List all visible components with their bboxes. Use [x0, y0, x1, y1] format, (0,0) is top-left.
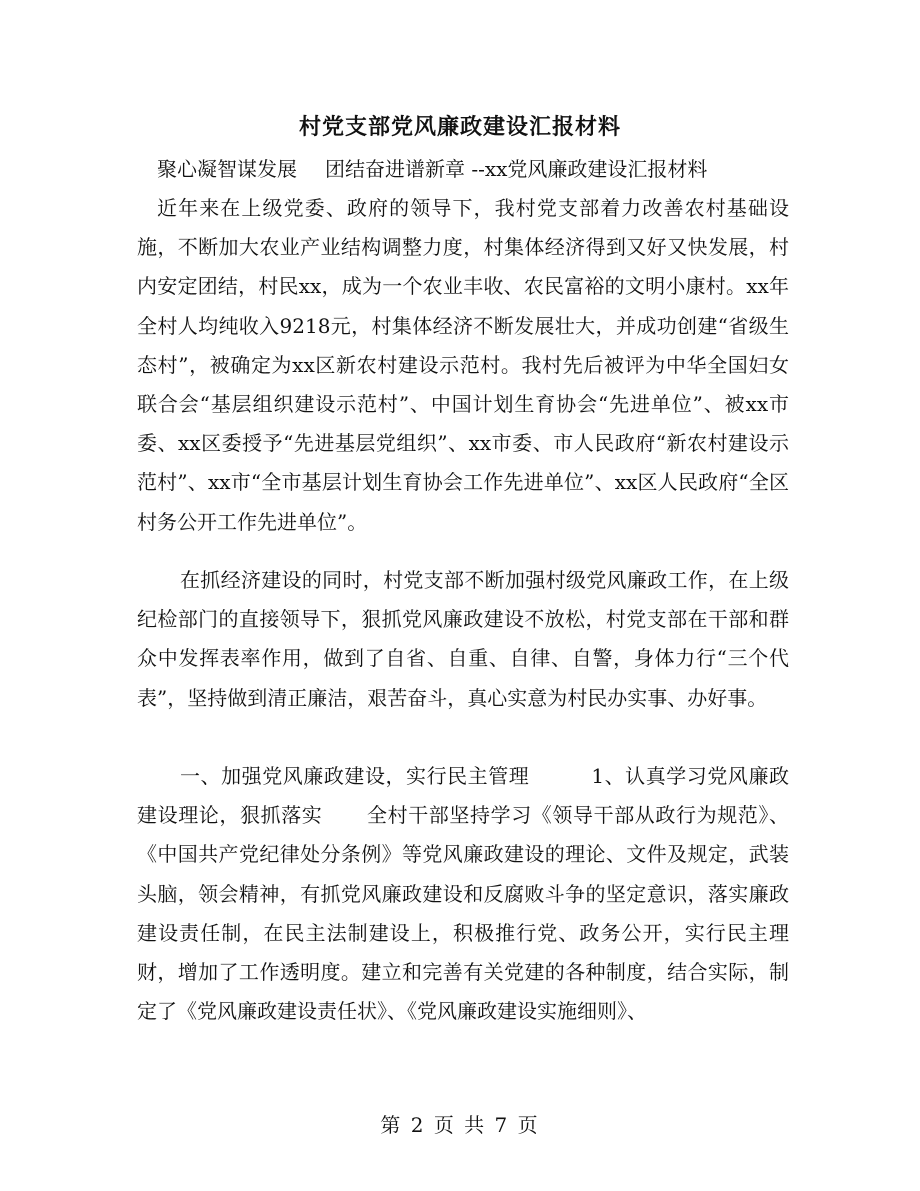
document-title: 村党支部党风廉政建设汇报材料	[298, 114, 621, 140]
paragraph-intro: 近年来在上级党委、政府的领导下，我村党支部着力改善农村基础设施，不断加大农业产业结构调整力度，村集体经济得到又好又快发展，村内安定团结，村民xx，成为一个农业丰收、农民富裕的文明小康村。xx年全村人均纯收入9218元，村集体经济不断发展壮大，并成功创建“省级生态村”，被确定为xx区新农村建设示范村。我村先后被评为中华全国妇女联合会“基层组织建设示范村”、中国计划生育协会“先进单位”、被xx市委、xx区委授予“先进基层党组织”、xx市委、市人民政府“新农村建设示范村”、xx市“全市基层计划生育协会工作先进单位”、xx区人民政府“全区村务公开工作先进单位”。	[137, 196, 789, 534]
subtitle-part-2: 团结奋进谱新章 --xx党风廉政建设汇报材料	[325, 157, 708, 181]
paragraph-section-1	[137, 757, 789, 1031]
paragraph-economic: 在抓经济建设的同时，村党支部不断加强村级党风廉政工作，在上级纪检部门的直接领导下，狠抓党风廉政建设不放松，村党支部在干部和群众中发挥表率作用，做到了自省、自重、自律、自警，身体力行“三个代表”，坚持做到清正廉洁，艰苦奋斗，真心实意为村民办实事、办好事。	[137, 568, 789, 710]
paragraph-3-body: 全村干部坚持学习《领导干部从政行为规范》、《中国共产党纪律处分条例》等党风廉政建设的理论、文件及规定，武装头脑，领会精神，有抓党风廉政建设和反腐败斗争的坚定意识，落实廉政建设责任制，在民主法制建设上，积极推行党、政务公开，实行民主理财，增加了工作透明度。建立和完善有关党建的各种制度，结合实际，制定了《党风廉政建设责任状》、《党风廉政建设实施细则》、	[137, 803, 790, 1024]
subtitle-part-1: 聚心凝智谋发展	[157, 157, 297, 181]
document-subtitle	[137, 150, 789, 189]
page-number-footer: 第 2 页 共 7 页	[380, 1113, 540, 1137]
subsection-1-heading: 1、认真学习党风廉政建设理论，狠抓落实	[137, 764, 789, 828]
section-1-heading: 一、加强党风廉政建设，实行民主管理	[180, 764, 530, 788]
